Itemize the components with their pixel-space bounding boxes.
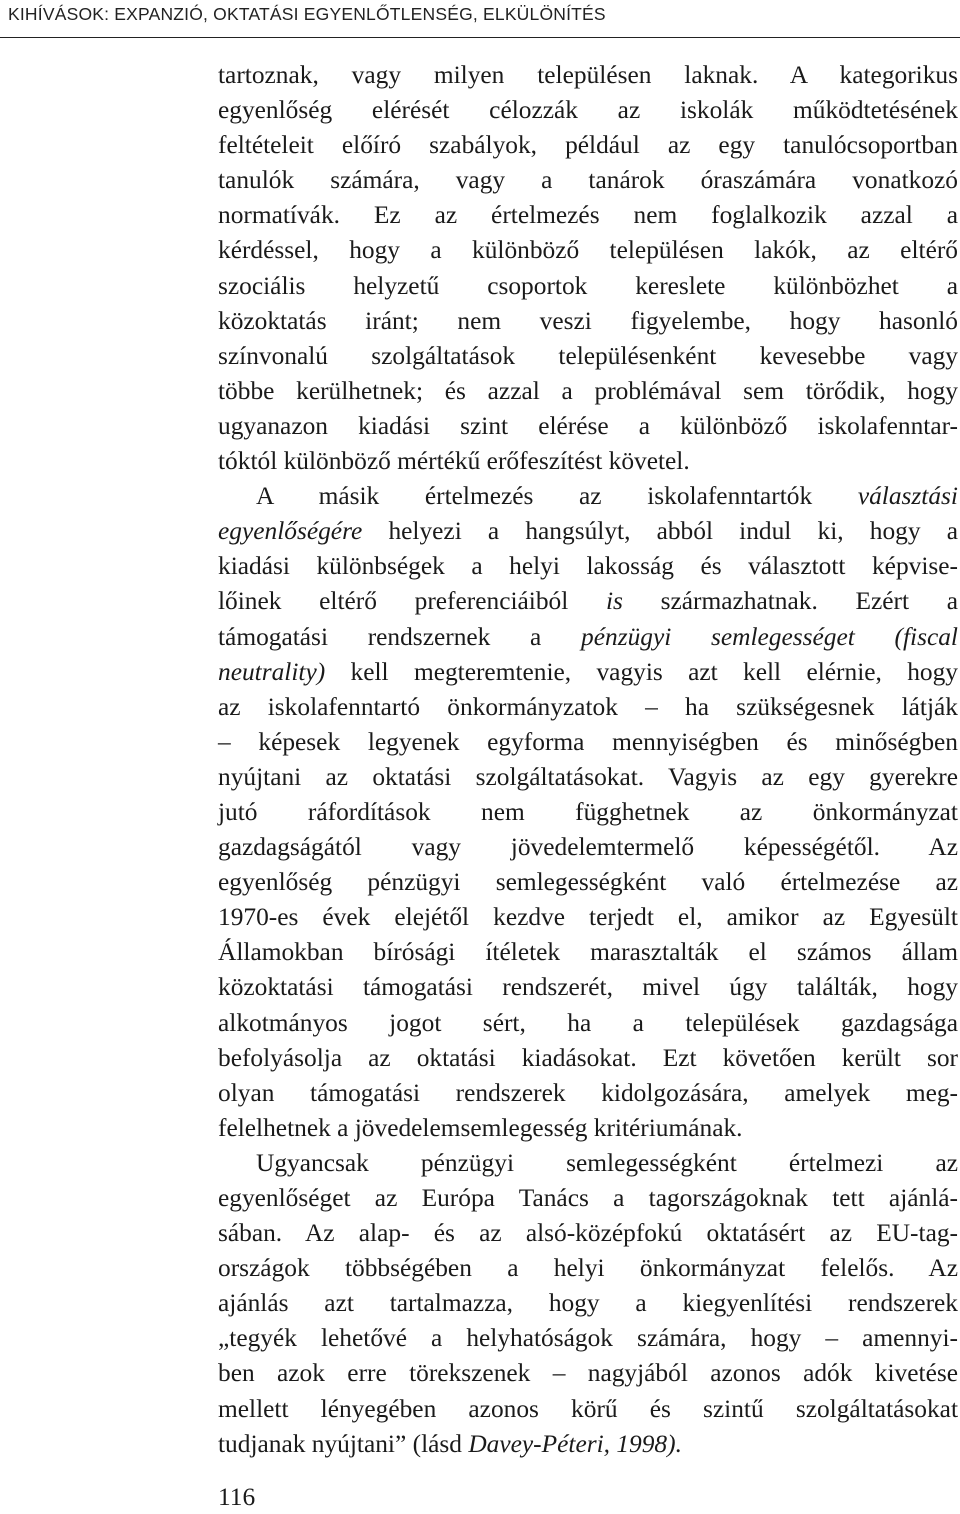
text-segment: közoktatás iránt; nem veszi figyelembe, hogy hasonló (218, 306, 958, 335)
text-line (218, 1286, 958, 1321)
italic-text: egyenlőségére (218, 517, 363, 546)
text-segment: Államokban bírósági ítéletek marasztalták el számos állam (218, 938, 958, 967)
italic-text: pénzügyi semlegességet (fiscal (581, 622, 958, 651)
text-line (218, 760, 958, 795)
text-segment: – képesek legyenek egyforma mennyiségben és minőségben (218, 727, 958, 756)
text-segment: A másik értelmezés az iskolafenntartók (256, 482, 858, 511)
text-segment: Ugyancsak pénzügyi semlegességként értelmezi az (256, 1148, 958, 1177)
text-segment: „tegyék lehetővé a helyhatóságok számára, hogy – amennyi- (218, 1324, 958, 1353)
text-line (218, 93, 958, 128)
body-text (218, 58, 958, 1462)
text-line (218, 865, 958, 900)
text-line (218, 970, 958, 1005)
running-header-title: KIHÍVÁSOK: EXPANZIÓ, OKTATÁSI EGYENLŐTLENSÉG, ELKÜLÖNÍTÉS (8, 4, 606, 24)
text-line (218, 900, 958, 935)
text-segment: színvonalú szolgáltatások településenként kevesebbe vagy (218, 341, 958, 370)
text-line (218, 725, 958, 760)
text-line (218, 163, 958, 198)
text-segment: lőinek eltérő preferenciáiból (218, 587, 606, 616)
italic-text: Davey-Péteri, 1998). (468, 1429, 682, 1458)
text-segment: országok többségében a helyi önkormányzat felelős. Az (218, 1254, 958, 1283)
text-line (218, 584, 958, 619)
text-line (218, 1006, 958, 1041)
text-segment: többe kerülhetnek; és azzal a problémával sem törődik, hogy (218, 376, 958, 405)
text-line (218, 1111, 958, 1146)
text-segment: kiadási különbségek a helyi lakosság és választott képvise- (218, 552, 958, 581)
text-line (218, 1076, 958, 1111)
text-line (218, 620, 958, 655)
text-segment: egyenlőség elérését célozzák az iskolák működtetésének (218, 96, 958, 125)
text-line (218, 374, 958, 409)
text-segment: származhatnak. Ezért a (622, 587, 958, 616)
text-segment: egyenlőség pénzügyi semlegességként való értelmezése az (218, 868, 958, 897)
text-line (218, 830, 958, 865)
text-line (218, 795, 958, 830)
text-line (218, 1216, 958, 1251)
text-line (218, 1181, 958, 1216)
text-line (218, 1427, 958, 1462)
text-segment: egyenlőséget az Európa Tanács a tagországoknak tett ajánlá- (218, 1184, 958, 1212)
text-line (218, 1251, 958, 1286)
text-segment: tóktól különböző mértékű erőfeszítést követel. (218, 447, 690, 476)
text-segment: közoktatási támogatási rendszerét, mivel úgy találták, hogy (218, 973, 958, 1002)
text-segment: ugyanazon kiadási szint elérése a különböző iskolafenntar- (218, 411, 958, 440)
text-line (218, 128, 958, 163)
text-segment: 1970-es évek elejétől kezdve terjedt el, amikor az Egyesült (218, 903, 958, 932)
text-segment: támogatási rendszernek a (218, 622, 582, 651)
text-segment: ben azok erre törekszenek – nagyjából azonos adók kivetése (218, 1359, 958, 1388)
text-line (218, 935, 958, 970)
text-segment: nyújtani az oktatási szolgáltatásokat. Vagyis az egy gyerekre (218, 762, 958, 791)
italic-text: választási (857, 482, 958, 511)
text-line (218, 655, 958, 690)
text-segment: olyan támogatási rendszerek kidolgozására, amelyek meg- (218, 1078, 958, 1107)
text-segment: sában. Az alap- és az alsó-középfokú oktatásért az EU-tag- (218, 1219, 958, 1248)
text-line (218, 198, 958, 233)
text-segment: befolyásolja az oktatási kiadásokat. Ezt követően került sor (218, 1043, 958, 1072)
text-segment: kérdéssel, hogy a különböző településen lakók, az eltérő (218, 236, 958, 265)
text-segment: tartoznak, vagy milyen településen laknak. A kategorikus (218, 61, 958, 89)
text-segment: jutó ráfordítások nem függhetnek az önkormányzat (218, 797, 958, 826)
text-segment: mellett lényegében azonos körű és szintű szolgáltatásokat (218, 1394, 958, 1423)
text-line (218, 58, 958, 93)
text-line (218, 269, 958, 304)
text-line (218, 1321, 958, 1356)
text-line (218, 479, 958, 514)
text-segment: helyezi a hangsúlyt, abból indul ki, hogy a (362, 517, 958, 546)
text-segment: felelhetnek a jövedelemsemlegesség kritériumának. (218, 1113, 743, 1142)
text-line (218, 1146, 958, 1181)
text-line (218, 409, 958, 444)
text-line (218, 233, 958, 268)
text-segment: normatívák. Ez az értelmezés nem foglalkozik azzal a (218, 201, 958, 230)
running-header (0, 0, 960, 38)
text-segment: az iskolafenntartó önkormányzatok – ha szükségesnek látják (218, 692, 958, 721)
text-line (218, 1392, 958, 1427)
italic-text: neutrality) (218, 657, 326, 686)
text-segment: ajánlás azt tartalmazza, hogy a kiegyenlítési rendszerek (218, 1289, 958, 1318)
page-number: 116 (218, 1483, 256, 1511)
text-line (218, 444, 958, 479)
text-segment: kell megteremtenie, vagyis azt kell elérnie, hogy (325, 657, 958, 686)
text-line (218, 690, 958, 725)
text-segment: gazdagságától vagy jövedelemtermelő képességétől. Az (218, 833, 958, 862)
text-line (218, 304, 958, 339)
text-segment: alkotmányos jogot sért, ha a települések gazdagsága (218, 1008, 958, 1037)
text-line (218, 1041, 958, 1076)
text-segment: szociális helyzetű csoportok kereslete különbözhet a (218, 271, 958, 300)
text-line (218, 1356, 958, 1391)
text-segment: tudjanak nyújtani” (lásd (218, 1429, 469, 1458)
text-line (218, 549, 958, 584)
text-line (218, 514, 958, 549)
italic-text: is (605, 587, 623, 616)
text-segment: tanulók számára, vagy a tanárok óraszámára vonatkozó (218, 166, 958, 195)
text-line (218, 339, 958, 374)
text-segment: feltételeit előíró szabályok, például az egy tanulócsoportban (218, 131, 958, 160)
